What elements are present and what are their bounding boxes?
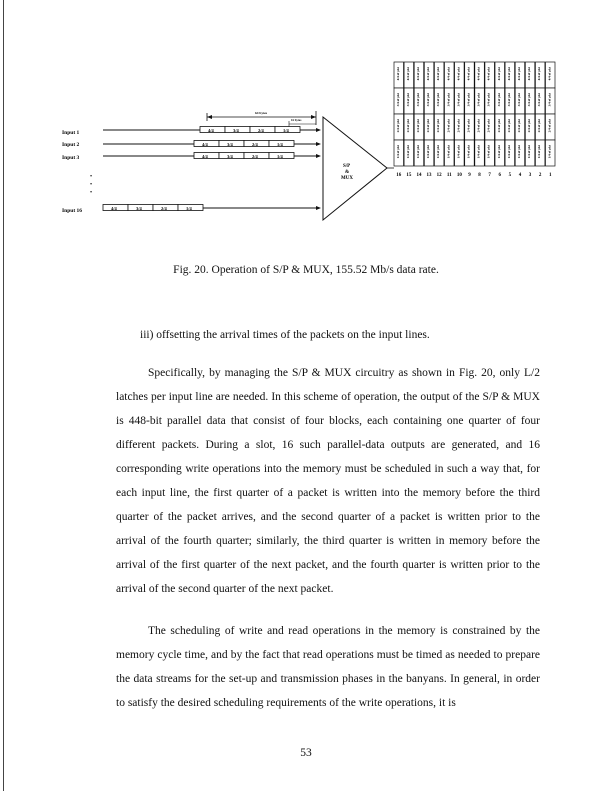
stack-cell-label: 2/4 of pkt [426,119,431,133]
stack-cell-label: 1/4 of pkt [395,145,400,159]
stack-cell-label: 3/4 of pkt [456,93,461,107]
stack-cell-label: 2/4 of pkt [436,119,441,133]
output-number: 4 [518,173,522,178]
stack-cell-label: 3/4 of pkt [395,93,400,107]
stack-cell-label: 3/4 of pkt [415,93,420,107]
stack-cell-label: 2/4 of pkt [516,119,521,133]
quarter-label: 2/4 [252,141,258,147]
stack-cell-label: 3/4 of pkt [506,93,511,107]
quarter-label: 1/4 [277,153,283,159]
stack-cell-label: 4/4 of pkt [405,67,410,81]
sp-mux-triangle [323,117,387,220]
arrow-head [316,128,321,132]
stack-cell-label: 4/4 of pkt [486,67,491,81]
output-number: 7 [488,173,491,178]
quarter-label: 3/4 [227,141,233,147]
stack-cell-label: 1/4 of pkt [415,145,420,159]
stack-cell-label: 2/4 of pkt [537,119,542,133]
output-number: 14 [416,173,422,178]
mux-label: & [345,170,350,175]
stack-cell-label: 1/4 of pkt [516,145,521,159]
quarter-label: 3/4 [233,127,239,133]
quarter-label: 2/4 [161,205,167,211]
stack-cell-label: 4/4 of pkt [476,67,481,81]
quarter-label: 4/4 [208,127,214,133]
stack-cell-label: 2/4 of pkt [446,119,451,133]
stack-cell-label: 3/4 of pkt [426,93,431,107]
input-label: Input 1 [62,130,80,136]
quarter-label: 1/4 [277,141,283,147]
stack-cell-label: 2/4 of pkt [456,119,461,133]
stack-cell-label: 2/4 of pkt [496,119,501,133]
stack-cell-label: 3/4 of pkt [476,93,481,107]
stack-cell-label: 1/4 of pkt [547,145,552,159]
paragraph-text: The scheduling of write and read operations in the memory is constrained by the memory cycle time, and by the fact that read operations must be timed as needed to prepare the data streams for the set-up and transmission phases in the banyans. In general, in order to satisfy the desired scheduling requirements of the write operations, it is [116,625,540,709]
input-label: Input 3 [62,155,80,161]
stack-cell-label: 4/4 of pkt [446,67,451,81]
output-number: 16 [396,173,402,178]
input-row [103,127,321,133]
stack-cell-label: 2/4 of pkt [405,119,410,133]
output-number: 1 [549,173,552,178]
output-number: 6 [498,173,501,178]
output-number: 13 [426,173,432,178]
input-row [103,153,321,159]
output-number: 8 [478,173,481,178]
input-label: Input 2 [62,142,80,148]
quarter-label: 3/4 [136,205,142,211]
quarter-label: 1/4 [283,127,289,133]
stack-cell-label: 2/4 of pkt [547,119,552,133]
stack-cell-label: 1/4 of pkt [426,145,431,159]
bracket-label-64: 64 bytes [255,111,268,115]
fig20-diagram [0,0,612,240]
stack-cell-label: 4/4 of pkt [537,67,542,81]
stack-cell-label: 4/4 of pkt [547,67,552,81]
stack-cell-label: 3/4 of pkt [516,93,521,107]
quarter-label: 4/4 [111,205,117,211]
stack-cell-label: 1/4 of pkt [527,145,532,159]
arrow-head [316,142,321,146]
bracket-label-16: 16 bytes [291,118,302,122]
quarter-label: 3/4 [227,153,233,159]
stack-cell-label: 3/4 of pkt [405,93,410,107]
output-number: 5 [508,173,512,178]
input-label: Input 16 [62,208,83,214]
input-row [103,141,321,147]
stack-cell-label: 2/4 of pkt [527,119,532,133]
stack-cell-label: 2/4 of pkt [486,119,491,133]
ellipsis-dot: • [90,182,93,188]
stack-cell-label: 2/4 of pkt [415,119,420,133]
output-number: 9 [468,173,471,178]
stack-cell-label: 3/4 of pkt [527,93,532,107]
output-number: 12 [436,173,442,178]
paragraph-text: Specifically, by managing the S/P & MUX circuitry as shown in Fig. 20, only L/2 latches per input line are needed. In this scheme of operation, the output of the S/P & MUX is 448-bit parallel data that consist of four blocks, each containing one quarter of four different packets. During a slot, 16 such parallel-data outputs are generated, and 16 corresponding write operations into the memory must be scheduled in such a way that, for each input line, the first quarter of a packet is written into the memory before the third quarter of the packet arrives, and the second quarter of a packet is written prior to the arrival of the fourth quarter; similarly, the third quarter is written in memory before the arrival of the first quarter of the next packet, and the fourth quarter is written prior to the arrival of the second quarter of the next packet. [116,367,540,595]
output-number: 2 [538,173,542,178]
figure-caption: Fig. 20. Operation of S/P & MUX, 155.52 Mb/s data rate. [173,264,439,276]
mux-label: MUX [341,176,353,181]
stack-cell-label: 4/4 of pkt [506,67,511,81]
stack-cell-label: 2/4 of pkt [395,119,400,133]
output-number: 15 [406,173,412,178]
stack-cell-label: 3/4 of pkt [436,93,441,107]
stack-cell-label: 4/4 of pkt [466,67,471,81]
quarter-label: 4/4 [202,141,208,147]
paragraph [116,619,540,715]
stack-cell-label: 2/4 of pkt [506,119,511,133]
stack-cell-label: 4/4 of pkt [456,67,461,81]
stack-cell-label: 1/4 of pkt [466,145,471,159]
quarter-label: 2/4 [258,127,264,133]
stack-cell-label: 2/4 of pkt [476,119,481,133]
stack-cell-label: 1/4 of pkt [537,145,542,159]
list-item-iii: iii) offsetting the arrival times of the packets on the input lines. [140,329,430,341]
quarter-label: 1/4 [186,205,192,211]
stack-cell-label: 1/4 of pkt [436,145,441,159]
stack-cell-label: 3/4 of pkt [547,93,552,107]
stack-cell-label: 4/4 of pkt [527,67,532,81]
ellipsis-dot: • [90,190,93,196]
output-number: 10 [456,173,462,178]
stack-cell-label: 3/4 of pkt [537,93,542,107]
stack-cell-label: 1/4 of pkt [476,145,481,159]
page-number: 53 [300,747,312,759]
stack-cell-label: 1/4 of pkt [446,145,451,159]
input-row [103,205,321,211]
arrow-head [316,206,321,210]
stack-cell-label: 4/4 of pkt [395,67,400,81]
stack-cell-label: 3/4 of pkt [496,93,501,107]
output-number: 3 [528,173,532,178]
stack-cell-label: 3/4 of pkt [446,93,451,107]
stack-cell-label: 1/4 of pkt [486,145,491,159]
arrow-head [316,154,321,158]
stack-cell-label: 4/4 of pkt [496,67,501,81]
stack-cell-label: 1/4 of pkt [506,145,511,159]
stack-cell-label: 4/4 of pkt [426,67,431,81]
mux-label: S/P [343,164,351,169]
stack-cell-label: 4/4 of pkt [436,67,441,81]
stack-cell-label: 2/4 of pkt [466,119,471,133]
stack-cell-label: 3/4 of pkt [466,93,471,107]
paragraph [116,361,540,601]
stack-cell-label: 1/4 of pkt [456,145,461,159]
quarter-label: 4/4 [202,153,208,159]
stack-cell-label: 3/4 of pkt [486,93,491,107]
quarter-label: 2/4 [252,153,258,159]
stack-cell-label: 1/4 of pkt [496,145,501,159]
ellipsis-dot: • [90,174,93,180]
output-number: 11 [446,173,452,178]
stack-cell-label: 4/4 of pkt [415,67,420,81]
stack-cell-label: 1/4 of pkt [405,145,410,159]
stack-cell-label: 4/4 of pkt [516,67,521,81]
